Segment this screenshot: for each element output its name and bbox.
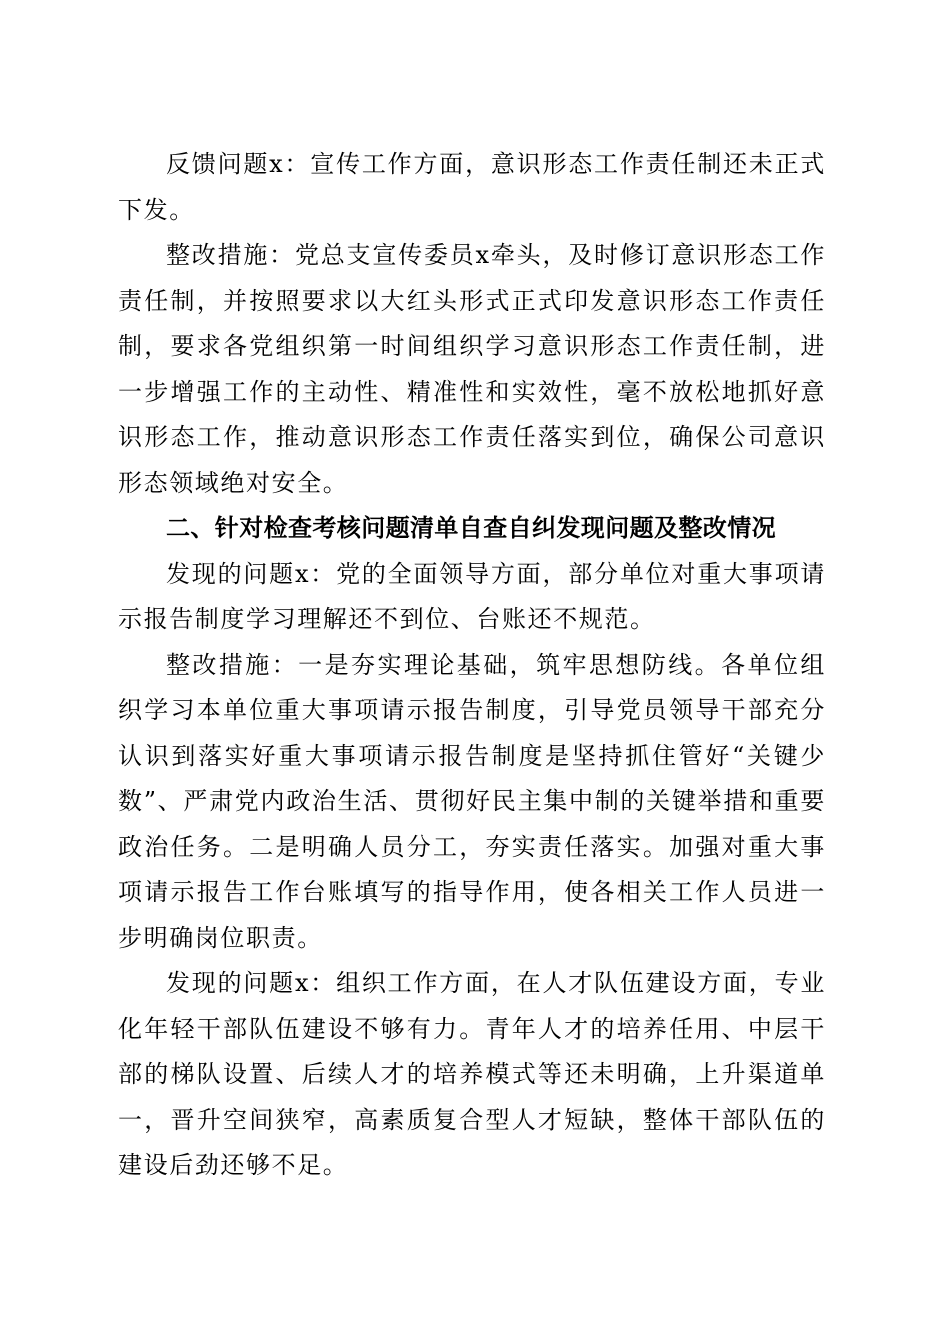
found-issue-leadership-paragraph: 发现的问题x：党的全面领导方面，部分单位对重大事项请示报告制度学习理解还不到位、台账还不规范。 — [118, 559, 826, 633]
document-body — [118, 142, 826, 1189]
rectification-measures-paragraph: 整改措施：党总支宣传委员x牵头，及时修订意识形态工作责任制，并按照要求以大红头形式正式印发意识形态工作责任制，要求各党组织第一时间组织学习意识形态工作责任制，进一步增强工作的主动性、精准性和实效性，毫不放松地抓好意识形态工作，推动意识形态工作责任落实到位，确保公司意识形态领域绝对安全。 — [118, 241, 826, 497]
feedback-issue-paragraph: 反馈问题x：宣传工作方面，意识形态工作责任制还未正式下发。 — [118, 150, 826, 224]
found-issue-organization-paragraph: 发现的问题x：组织工作方面，在人才队伍建设方面，专业化年轻干部队伍建设不够有力。青年人才的培养任用、中层干部的梯队设置、后续人才的培养模式等还未明确，上升渠道单一，晋升空间狭窄，高素质复合型人才短缺，整体干部队伍的建设后劲还够不足。 — [118, 969, 826, 1179]
rectification-measures-leadership-paragraph: 整改措施：一是夯实理论基础，筑牢思想防线。各单位组织学习本单位重大事项请示报告制度，引导党员领导干部充分认识到落实好重大事项请示报告制度是坚持抓住管好“关键少数”、严肃党内政治生活、贯彻好民主集中制的关键举措和重要政治任务。二是明确人员分工，夯实责任落实。加强对重大事项请示报告工作台账填写的指导作用，使各相关工作人员进一步明确岗位职责。 — [118, 650, 826, 952]
section-heading: 二、针对检查考核问题清单自查自纠发现问题及整改情况 — [166, 514, 776, 542]
